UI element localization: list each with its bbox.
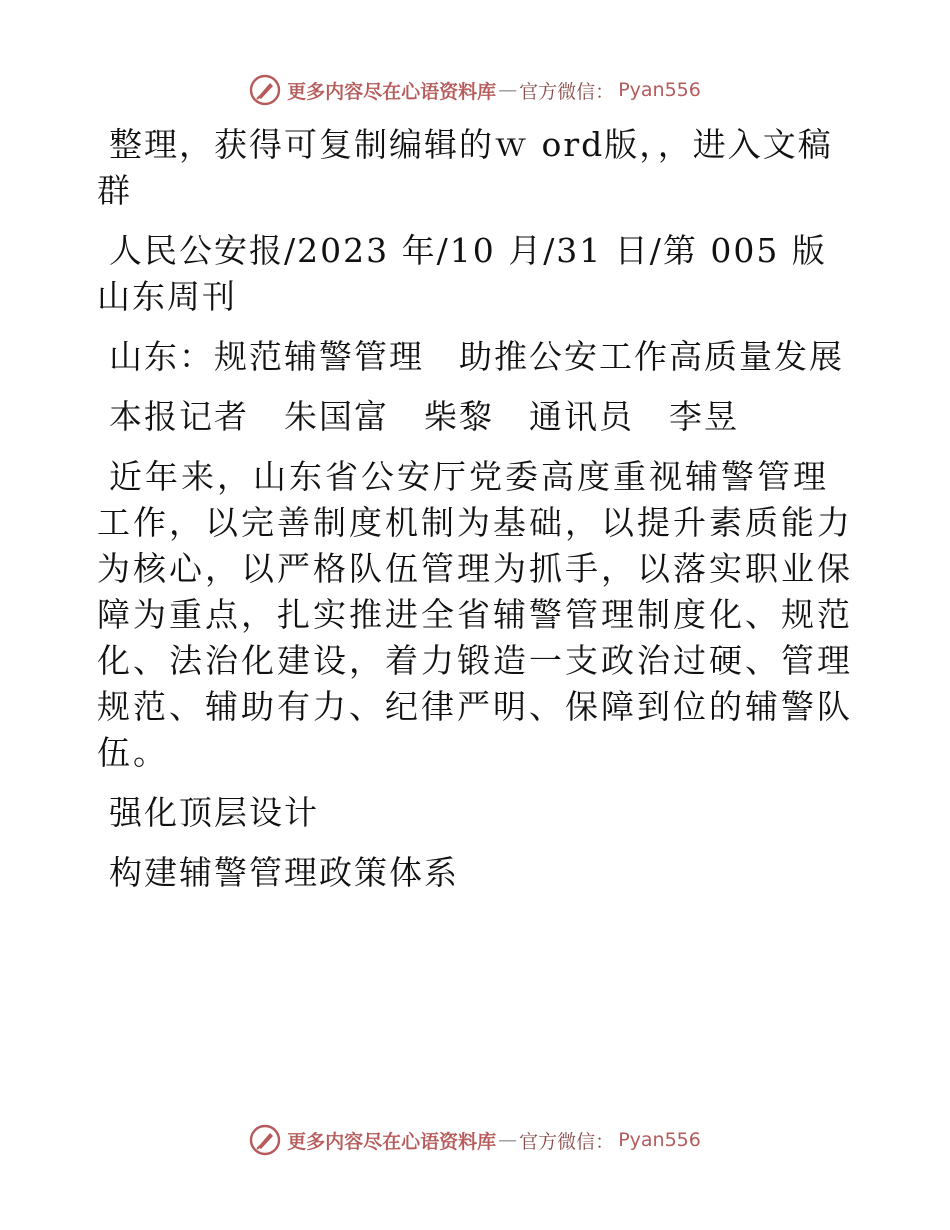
header-watermark — [0, 70, 950, 110]
article-headline: 山东：规范辅警管理 助推公安工作高质量发展 — [109, 337, 844, 376]
watermark-wechat-label: 官方微信： — [519, 80, 615, 103]
body-paragraph: 近年来，山东省公安厅党委高度重视辅警管理工作，以完善制度机制为基础，以提升素质能力为核心，以严格队伍管理为抓手，以落实职业保障为重点，扎实推进全省辅警管理制度化、规范化、法治化建设，着力锻造一支政治过硬、管理规范、辅助有力、纪律严明、保障到位的辅警队伍。 — [97, 457, 853, 772]
watermark-wechat-id: Pyan556 — [618, 79, 701, 101]
footer-watermark — [0, 1120, 950, 1160]
watermark-dash: — — [498, 79, 518, 101]
quill-logo-icon — [249, 1124, 281, 1156]
document-body — [97, 122, 857, 910]
section-subhead-secondary: 构建辅警管理政策体系 — [109, 853, 459, 892]
article-byline: 本报记者 朱国富 柴黎 通讯员 李昱 — [109, 397, 739, 436]
watermark-wechat-id: Pyan556 — [618, 1129, 701, 1151]
intro-note: 整理，获得可复制编辑的ｗ ord版，，进入文稿群 — [97, 125, 833, 210]
source-line: 人民公安报/2023 年/10 月/31 日/第 005 版山东周刊 — [97, 231, 827, 316]
watermark-slogan: 更多内容尽在心语资料库 — [287, 80, 497, 103]
watermark-dash: — — [498, 1129, 518, 1151]
quill-logo-icon — [249, 74, 281, 106]
section-subhead: 强化顶层设计 — [109, 793, 319, 832]
watermark-slogan: 更多内容尽在心语资料库 — [287, 1130, 497, 1153]
watermark-wechat-label: 官方微信： — [519, 1130, 615, 1153]
